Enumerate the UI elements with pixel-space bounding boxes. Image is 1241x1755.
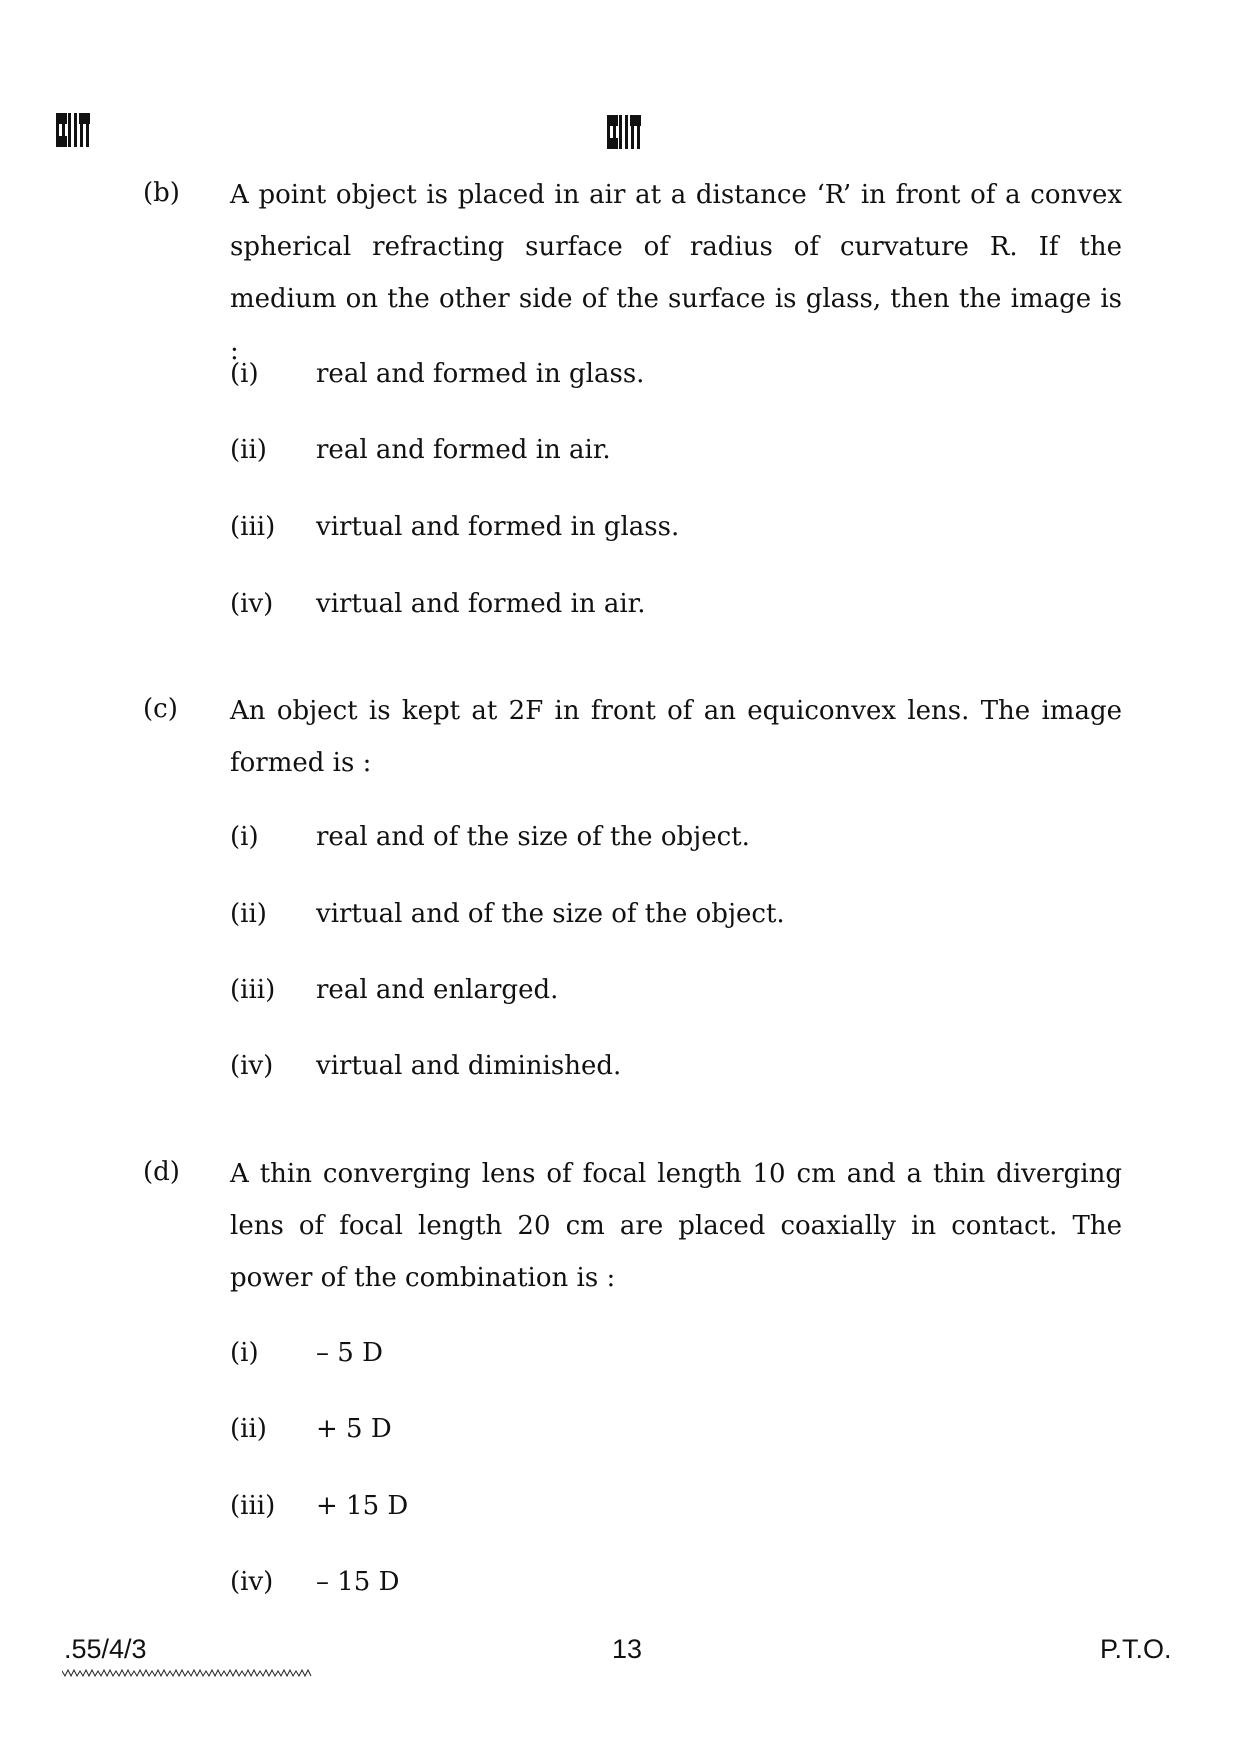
question-label: (d) <box>143 1157 180 1187</box>
paper-code: .55/4/3 <box>64 1634 147 1664</box>
question-text: An object is kept at 2F in front of an equiconvex lens. The image formed is : <box>230 696 1122 778</box>
option: (iv) virtual and formed in air. <box>230 589 646 619</box>
option: (iv) virtual and diminished. <box>230 1051 622 1081</box>
page-number: 13 <box>612 1634 643 1664</box>
option: (i) – 5 D <box>230 1338 383 1368</box>
option: (ii) real and formed in air. <box>230 435 611 465</box>
option: (i) real and of the size of the object. <box>230 822 750 852</box>
option: (i) real and formed in glass. <box>230 359 645 389</box>
pto-label: P.T.O. <box>1100 1634 1172 1664</box>
option: (ii) + 5 D <box>230 1414 392 1444</box>
question-text: A thin converging lens of focal length 10 cm and a thin diverging lens of focal length 20 cm are placed coaxially in contact. The power of the combination is : <box>230 1159 1122 1293</box>
question-label: (c) <box>143 694 178 724</box>
wavy-line-decoration <box>62 1668 314 1678</box>
question-label: (b) <box>143 178 180 208</box>
option: (iv) – 15 D <box>230 1567 400 1597</box>
option: (iii) + 15 D <box>230 1491 409 1521</box>
question-text: A point object is placed in air at a distance ‘R’ in front of a convex spherical refracting surface of radius of curvature R. If the medium on the other side of the surface is glass, then the image is : <box>230 180 1122 366</box>
option: (iii) virtual and formed in glass. <box>230 512 680 542</box>
option: (iii) real and enlarged. <box>230 975 559 1005</box>
qr-code-icon <box>56 113 90 147</box>
qr-code-icon <box>607 115 641 149</box>
option: (ii) virtual and of the size of the object. <box>230 899 785 929</box>
